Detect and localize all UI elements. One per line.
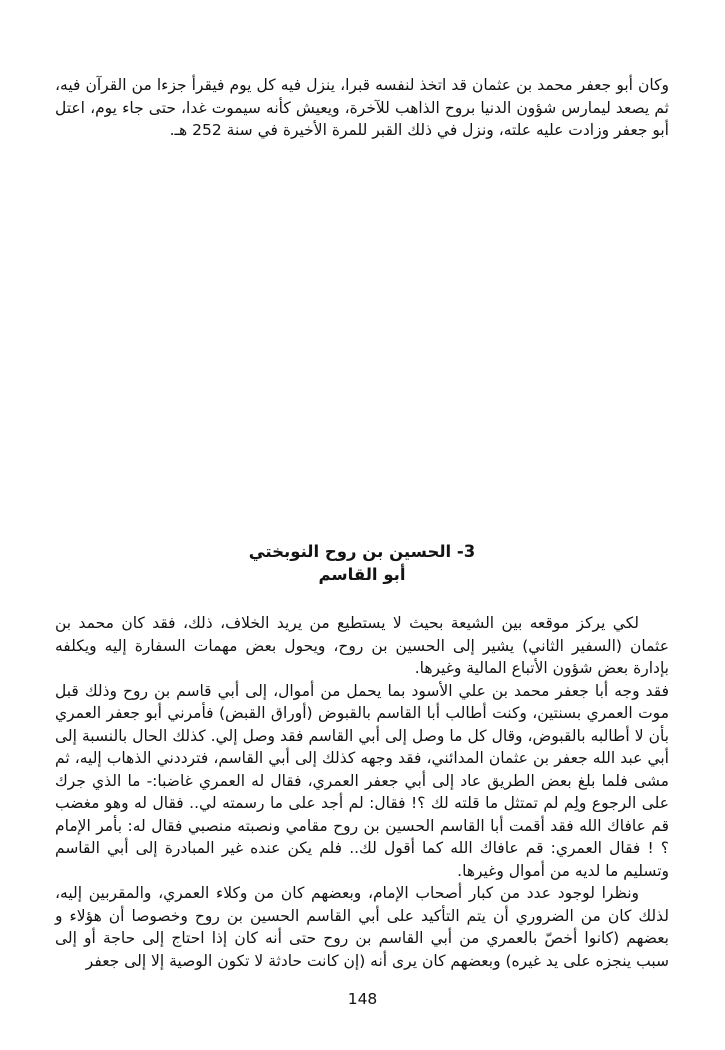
section-subheading: أبو القاسم bbox=[318, 565, 406, 584]
paragraph-body-1: لكي يركز موقعه بين الشيعة بحيث لا يستطيع من يريد الخلاف، ذلك، فقد كان محمد بن عثمان (السفير الثاني) يشير إلى الحسين بن روح، ويحول بعض مهمات السفارة إليه ويكلفه بإدارة بعض شؤون الأتباع المالية وغيرها. bbox=[55, 614, 669, 677]
main-text-block bbox=[55, 540, 669, 972]
paragraph-body-2: فقد وجه أبا جعفر محمد بن علي الأسود بما يحمل من أموال، إلى أبي قاسم بن روح وذلك قبل موت العمري بسنتين، وكنت أطالب أبا القاسم بالقبوض (أوراق القبض) فأمرني أبو جعفر العمري بأن لا أطالبه بالقبوض، وقال كل ما وصل إلى أبي القاسم فقد وصل إلي. كذلك الحال بالنسبة إلى أبي عبد الله جعفر بن عثمان المدائني، فقد وجهه كذلك إلى أبي القاسم، فترددني الذهاب إليه، ثم مشى فلما بلغ بعض الطريق عاد إلى أبي جعفر العمري، فقال له العمري غاضبا:- ما الذي جرك على الرجوع ولِم لم تمتثل ما قلته لك ؟! فقال: لم أجد على ما رسمته لي.. فقال له وهو مغضب قم عافاك الله فقد أقمت أبا القاسم الحسين بن روح مقامي ونصبته منصبي فقال له: بأمر الإمام ؟ ! فقال العمري: قم عافاك الله كما أقول لك.. فلم يكن عنده غير المبادرة إلى أبي القاسم وتسليم ما لديه من أموال وغيرها. bbox=[55, 681, 669, 880]
paragraph-intro: وكان أبو جعفر محمد بن عثمان قد اتخذ لنفسه قبرا، ينزل فيه كل يوم فيقرأ جزءا من القرآن فيه، ثم يصعد ليمارس شؤون الدنيا بروح الذاهب للآخرة، ويعيش كأنه سيموت غدا، حتى جاء يوم، اعتل أبو جعفر وزادت عليه علته، ونزل في ذلك القبر للمرة الأخيرة في سنة 252 هـ. bbox=[55, 76, 669, 139]
section-heading: 3- الحسين بن روح النوبختي bbox=[248, 542, 476, 561]
paragraph-body-3: ونظرا لوجود عدد من كبار أصحاب الإمام، وبعضهم كان من وكلاء العمري، والمقربين إليه، لذلك كان من الضروري أن يتم التأكيد على أبي القاسم الحسين بن روح وخصوصا أن هؤلاء و بعضهم (كانوا أخصّ بالعمري من أبي القاسم بن روح حتى أنه كان إذا احتاج إلى حاجة أو إلى سبب ينجزه على يد غيره) وبعضهم كان يرى أنه (إن كانت حادثة لا تكون الوصية إلا إلى جعفر bbox=[55, 884, 669, 970]
page-number: 148 bbox=[347, 990, 378, 1008]
top-text-block bbox=[55, 74, 669, 142]
